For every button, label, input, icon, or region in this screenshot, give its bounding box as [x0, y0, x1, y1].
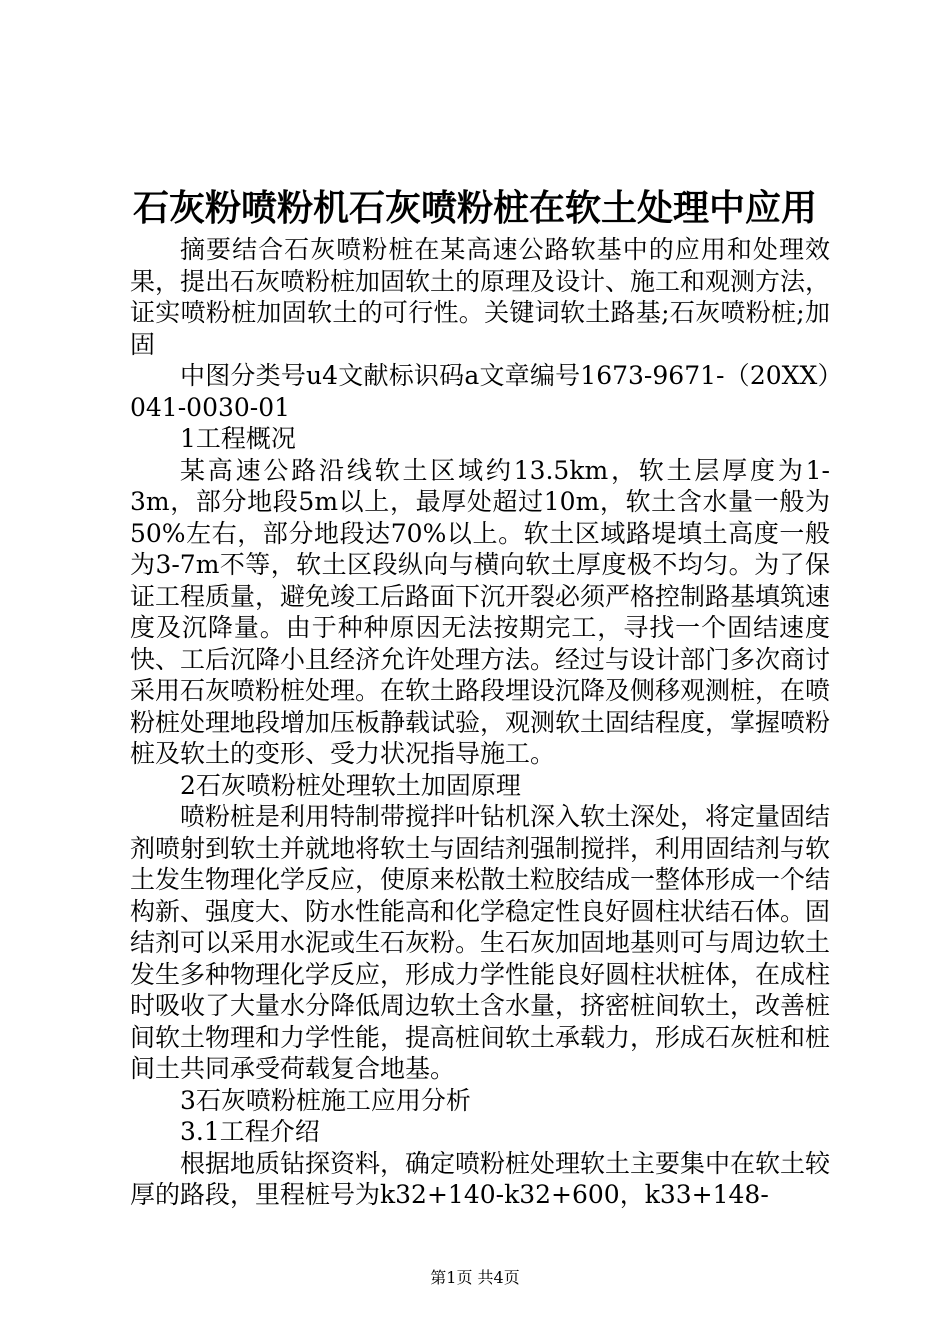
section-heading-3: 3石灰喷粉桩施工应用分析	[180, 1085, 471, 1115]
page-footer: 第1页 共4页	[430, 1268, 520, 1287]
section-3-1-paragraph: 根据地质钻探资料，确定喷粉桩处理软土主要集中在软土较厚的路段，里程桩号为k32+140-k32+600，k33+148-	[130, 1148, 831, 1209]
section-heading-3-1: 3.1工程介绍	[180, 1117, 320, 1146]
document-title: 石灰粉喷粉机石灰喷粉桩在软土处理中应用	[132, 187, 817, 229]
section-1-paragraph: 某高速公路沿线软土区域约13.5km，软土层厚度为1-3m，部分地段5m以上，最厚处超过10m，软土含水量一般为50%左右，部分地段达70%以上。软土区域路堤填土高度一般为3-7m不等，软土区段纵向与横向软土厚度极不均匀。为了保证工程质量，避免竣工后路面下沉开裂必须严格控制路基填筑速度及沉降量。由于种种原因无法按期完工，寻找一个固结速度快、工后沉降小且经济允许处理方法。经过与设计部门多次商讨采用石灰喷粉桩处理。在软土路段埋设沉降及侧移观测桩，在喷粉桩处理地段增加压板静载试验，观测软土固结程度，掌握喷粉桩及软土的变形、受力状况指导施工。	[130, 455, 831, 768]
document-body	[130, 234, 830, 1211]
section-heading-1: 1工程概况	[180, 424, 296, 453]
section-heading-2: 2石灰喷粉桩处理软土加固原理	[180, 770, 521, 800]
classification-line: 中图分类号u4文献标识码a文章编号1673-9671-（20XX）041-0030-01	[130, 361, 830, 422]
abstract-paragraph: 摘要结合石灰喷粉桩在某高速公路软基中的应用和处理效果，提出石灰喷粉桩加固软土的原理及设计、施工和观测方法，证实喷粉桩加固软土的可行性。关键词软土路基;石灰喷粉桩;加固	[130, 235, 831, 359]
section-2-paragraph: 喷粉桩是利用特制带搅拌叶钻机深入软土深处，将定量固结剂喷射到软土并就地将软土与固结剂强制搅拌，利用固结剂与软土发生物理化学反应，使原来松散土粒胶结成一整体形成一个结构新、强度大、防水性能高和化学稳定性良好圆柱状结石体。固结剂可以采用水泥或生石灰粉。生石灰加固地基则可与周边软土发生多种物理化学反应，形成力学性能良好圆柱状桩体，在成柱时吸收了大量水分降低周边软土含水量，挤密桩间软土，改善桩间软土物理和力学性能，提高桩间软土承载力，形成石灰桩和桩间土共同承受荷载复合地基。	[130, 802, 831, 1083]
